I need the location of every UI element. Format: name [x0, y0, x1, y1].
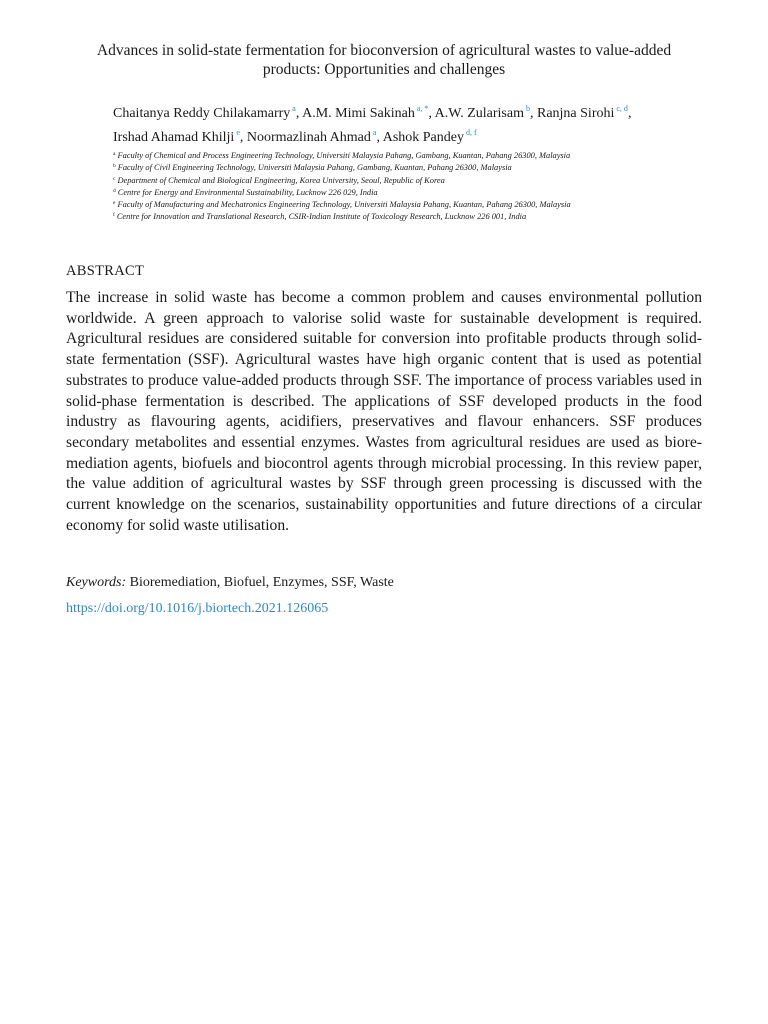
keywords	[66, 573, 702, 592]
affiliation-marker: c	[113, 175, 116, 182]
author-name: Chaitanya Reddy Chilakamarry	[113, 106, 291, 121]
affiliation-text: Faculty of Manufacturing and Mechatronics Engineering Technology, Universiti Malaysia Pahang, Kuantan, Pahang 26300, Malaysia	[117, 200, 571, 210]
abstract-heading: ABSTRACT	[66, 263, 145, 279]
author-list	[113, 99, 713, 147]
abstract-body: The increase in solid waste has become a common problem and causes environmental pollution worldwide. A green approach to valorise solid waste for sustainable development is required. Agricultural residues are considered suitable for conversion into profitable products through solid-state fermentation (SSF). Agricultural wastes have high organic content that is used as potential substrates to produce value-added products through SSF. The importance of process variables used in solid-phase fermentation is described. The applications of SSF developed products in the food industry as flavouring agents, acidifiers, preservatives and flavour enhancers. SSF produces secondary metabolites and essential enzymes. Wastes from agricultural residues are used as biore-mediation agents, biofuels and biocontrol agents through microbial processing. In this review paper, the value addition of agricultural wastes by SSF through green processing is discussed with the current knowledge on the scenarios, sustainability opportunities and future directions of a circular economy for solid waste utilisation.	[66, 289, 702, 534]
affiliation-marker: d	[113, 187, 116, 194]
affiliation-text: Department of Chemical and Biological Engineering, Korea University, Seoul, Republic of Korea	[117, 175, 445, 185]
author-separator: ,	[295, 106, 303, 121]
paper-title-line-1: Advances in solid-state fermentation for bioconversion of agricultural wastes to value-added	[96, 42, 672, 59]
affiliation-item	[113, 161, 713, 173]
author-affiliation-marker[interactable]: a, *	[416, 104, 429, 113]
affiliation-list	[113, 149, 713, 223]
keywords-label: Keywords:	[66, 575, 127, 590]
author-affiliation-marker[interactable]: a	[292, 104, 296, 113]
affiliation-marker: b	[113, 163, 116, 170]
affiliation-marker: f	[113, 212, 115, 219]
keywords-values: Bioremediation, Biofuel, Enzymes, SSF, Waste	[129, 575, 394, 590]
affiliation-item	[113, 210, 713, 222]
affiliation-item	[113, 186, 713, 198]
author-name: Ranjna Sirohi	[536, 106, 615, 121]
author-name: Irshad Ahamad Khilji	[113, 130, 235, 145]
author-name: A.W. Zularisam	[434, 106, 524, 121]
author-separator: ,	[529, 106, 537, 121]
affiliation-text: Faculty of Civil Engineering Technology, Universiti Malaysia Pahang, Gambang, Kuantan, Pahang 26300, Malaysia	[117, 163, 512, 173]
affiliation-text: Centre for Innovation and Translational Research, CSIR-Indian Institute of Toxicology Research, Lucknow 226 001, India	[116, 212, 527, 222]
author-separator: ,	[428, 106, 435, 121]
paper-title-line-2: products: Opportunities and challenges	[262, 61, 506, 78]
author-name: Ashok Pandey	[382, 130, 464, 145]
author-name: A.M. Mimi Sakinah	[302, 106, 415, 121]
author-separator: ,	[627, 106, 632, 121]
author-line-1	[113, 99, 713, 123]
affiliation-marker: e	[113, 200, 116, 207]
author-separator: ,	[239, 130, 247, 145]
author-affiliation-marker[interactable]: c, d	[616, 104, 628, 113]
author-affiliation-marker[interactable]: a	[372, 128, 377, 137]
affiliation-item	[113, 174, 713, 186]
affiliation-text: Centre for Energy and Environmental Sustainability, Lucknow 226 029, India	[117, 187, 378, 197]
author-separator: ,	[376, 130, 383, 145]
affiliation-item	[113, 149, 713, 161]
author-affiliation-marker[interactable]: e	[236, 128, 240, 137]
author-name: Noormazlinah Ahmad	[246, 130, 371, 145]
affiliation-item	[113, 198, 713, 210]
author-line-2	[113, 123, 713, 147]
paper-title	[60, 41, 708, 79]
author-affiliation-marker[interactable]: d, f	[465, 128, 477, 137]
affiliation-text: Faculty of Chemical and Process Engineering Technology, Universiti Malaysia Pahang, Gambang, Kuantan, Pahang 26300, Malaysia	[117, 151, 571, 160]
doi-link[interactable]: https://doi.org/10.1016/j.biortech.2021.126065	[66, 601, 329, 616]
author-affiliation-marker[interactable]: b	[525, 104, 530, 113]
affiliation-marker: a	[113, 151, 116, 157]
